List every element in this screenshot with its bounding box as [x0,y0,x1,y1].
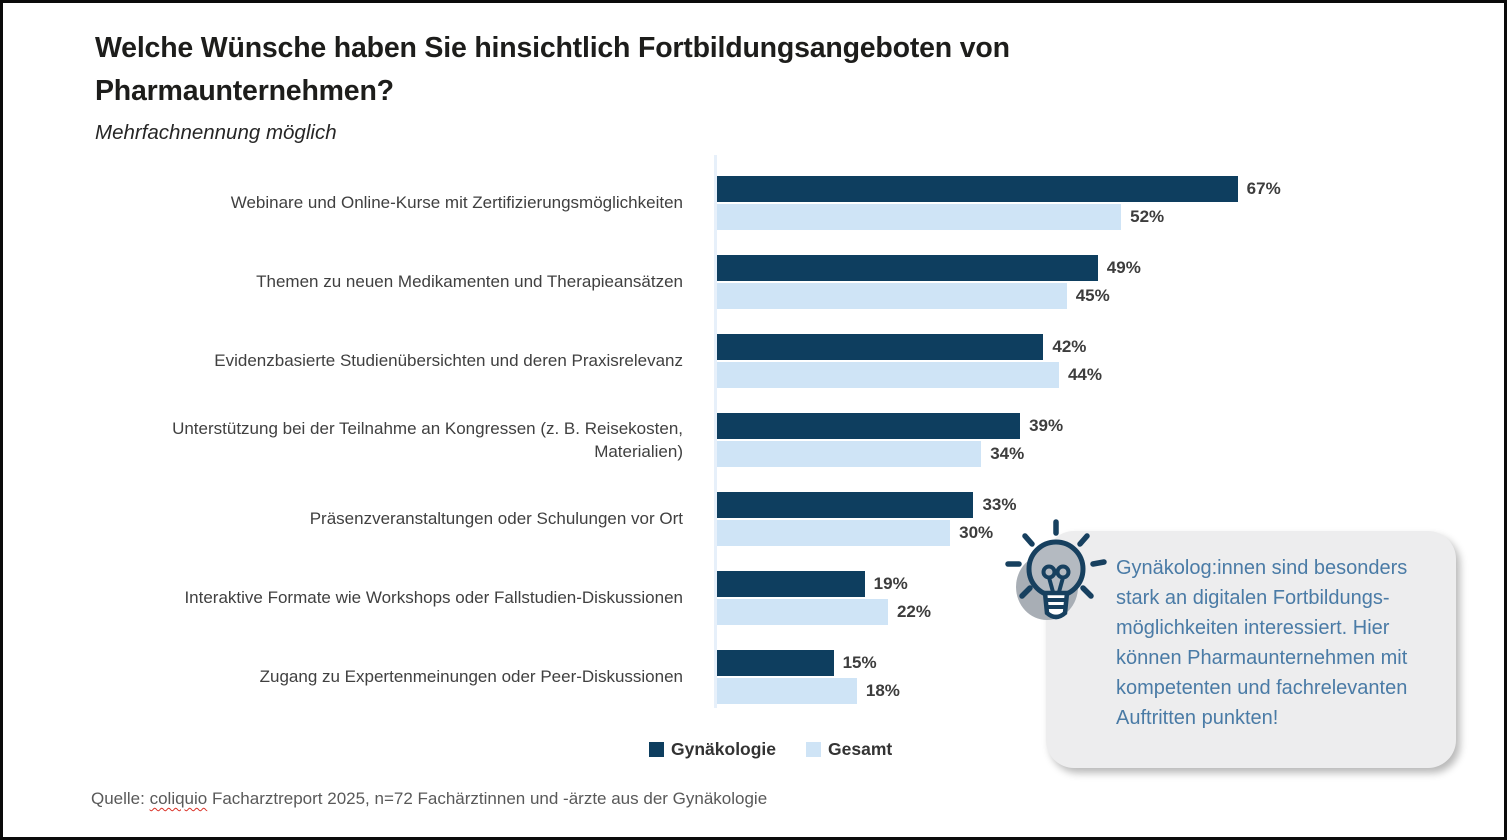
bar-gynaekologie [717,176,1238,202]
bar-line [717,204,1261,230]
source-highlight: coliquio [149,789,208,808]
legend-label: Gesamt [828,739,893,759]
bar-gesamt [717,520,950,546]
bar-gynaekologie [717,255,1098,281]
bar-line [717,283,1261,309]
bar-line [717,492,1261,518]
bar-line [717,413,1261,439]
category-label: Zugang zu Expertenmeinungen oder Peer-Diskussionen [259,667,683,686]
source-note [91,789,767,809]
value-label: 34% [990,443,1025,463]
bar-group [717,412,1277,468]
value-label: 44% [1067,364,1102,384]
value-label: 15% [842,652,877,672]
value-label: 18% [865,680,900,700]
bar-line [717,255,1261,281]
value-label: 45% [1075,285,1110,305]
bar-group [717,333,1277,389]
bar-line [717,334,1261,360]
legend-swatch-gynaekologie [649,742,664,757]
bar-group [717,254,1277,310]
bar-gesamt [717,678,857,704]
bar-line [717,362,1261,388]
callout-line: können Pharmaunternehmen mit [1116,647,1408,669]
chart-row [143,400,1333,479]
value-label: 22% [896,601,931,621]
value-label: 30% [959,522,994,542]
chart-row [143,163,1333,242]
bar-gesamt [717,441,981,467]
value-label: 42% [1052,336,1087,356]
category-label: Webinare und Online-Kurse mit Zertifizierungsmöglichkeiten [230,193,683,212]
callout-line: Gynäkolog:innen sind besonders [1116,557,1408,579]
value-label: 39% [1029,415,1064,435]
legend-label: Gynäkologie [671,739,777,759]
category-label: Themen zu neuen Medikamenten und Therapieansätzen [256,272,683,291]
value-label: 19% [873,573,908,593]
bar-gesamt [717,362,1059,388]
legend-swatch-gesamt [806,742,821,757]
category-label: Unterstützung bei der Teilnahme an Kongressen (z. B. Reisekosten, Materialien) [172,418,683,461]
bar-gynaekologie [717,492,973,518]
chart-row [143,242,1333,321]
bar-gynaekologie [717,650,834,676]
page-subtitle: Mehrfachnennung möglich [95,121,337,144]
callout-line: möglichkeiten interessiert. Hier [1116,617,1390,639]
value-label: 33% [982,494,1017,514]
bar-gesamt [717,599,888,625]
bar-line [717,441,1261,467]
value-label: 52% [1130,206,1165,226]
bar-gesamt [717,204,1121,230]
bar-line [717,176,1281,202]
callout-line: Auftritten punkten! [1116,707,1279,729]
bar-gynaekologie [717,413,1020,439]
value-label: 49% [1106,257,1141,277]
lightbulb-icon [999,515,1117,647]
category-label: Präsenzveranstaltungen oder Schulungen vor Ort [309,509,683,528]
category-label: Interaktive Formate wie Workshops oder Fallstudien-Diskussionen [184,588,683,607]
bar-gynaekologie [717,334,1043,360]
legend-item-gynaekologie [649,739,776,760]
source-prefix: Quelle: [91,789,150,808]
legend-item-gesamt [806,739,892,760]
page-title: Welche Wünsche haben Sie hinsichtlich Fortbildungsangeboten von Pharmaunternehmen? [95,32,1010,107]
legend [649,739,892,760]
bar-gesamt [717,283,1067,309]
source-suffix: Facharztreport 2025, n=72 Fachärztinnen und -ärzte aus der Gynäkologie [207,789,768,808]
callout-line: kompetenten und fachrelevanten [1116,677,1408,699]
bar-gynaekologie [717,571,865,597]
chart-row [143,321,1333,400]
category-label: Evidenzbasierte Studienübersichten und deren Praxisrelevanz [214,351,683,370]
callout-line: stark an digitalen Fortbildungs- [1116,587,1390,609]
value-label: 67% [1246,178,1281,198]
bar-group [717,175,1281,231]
